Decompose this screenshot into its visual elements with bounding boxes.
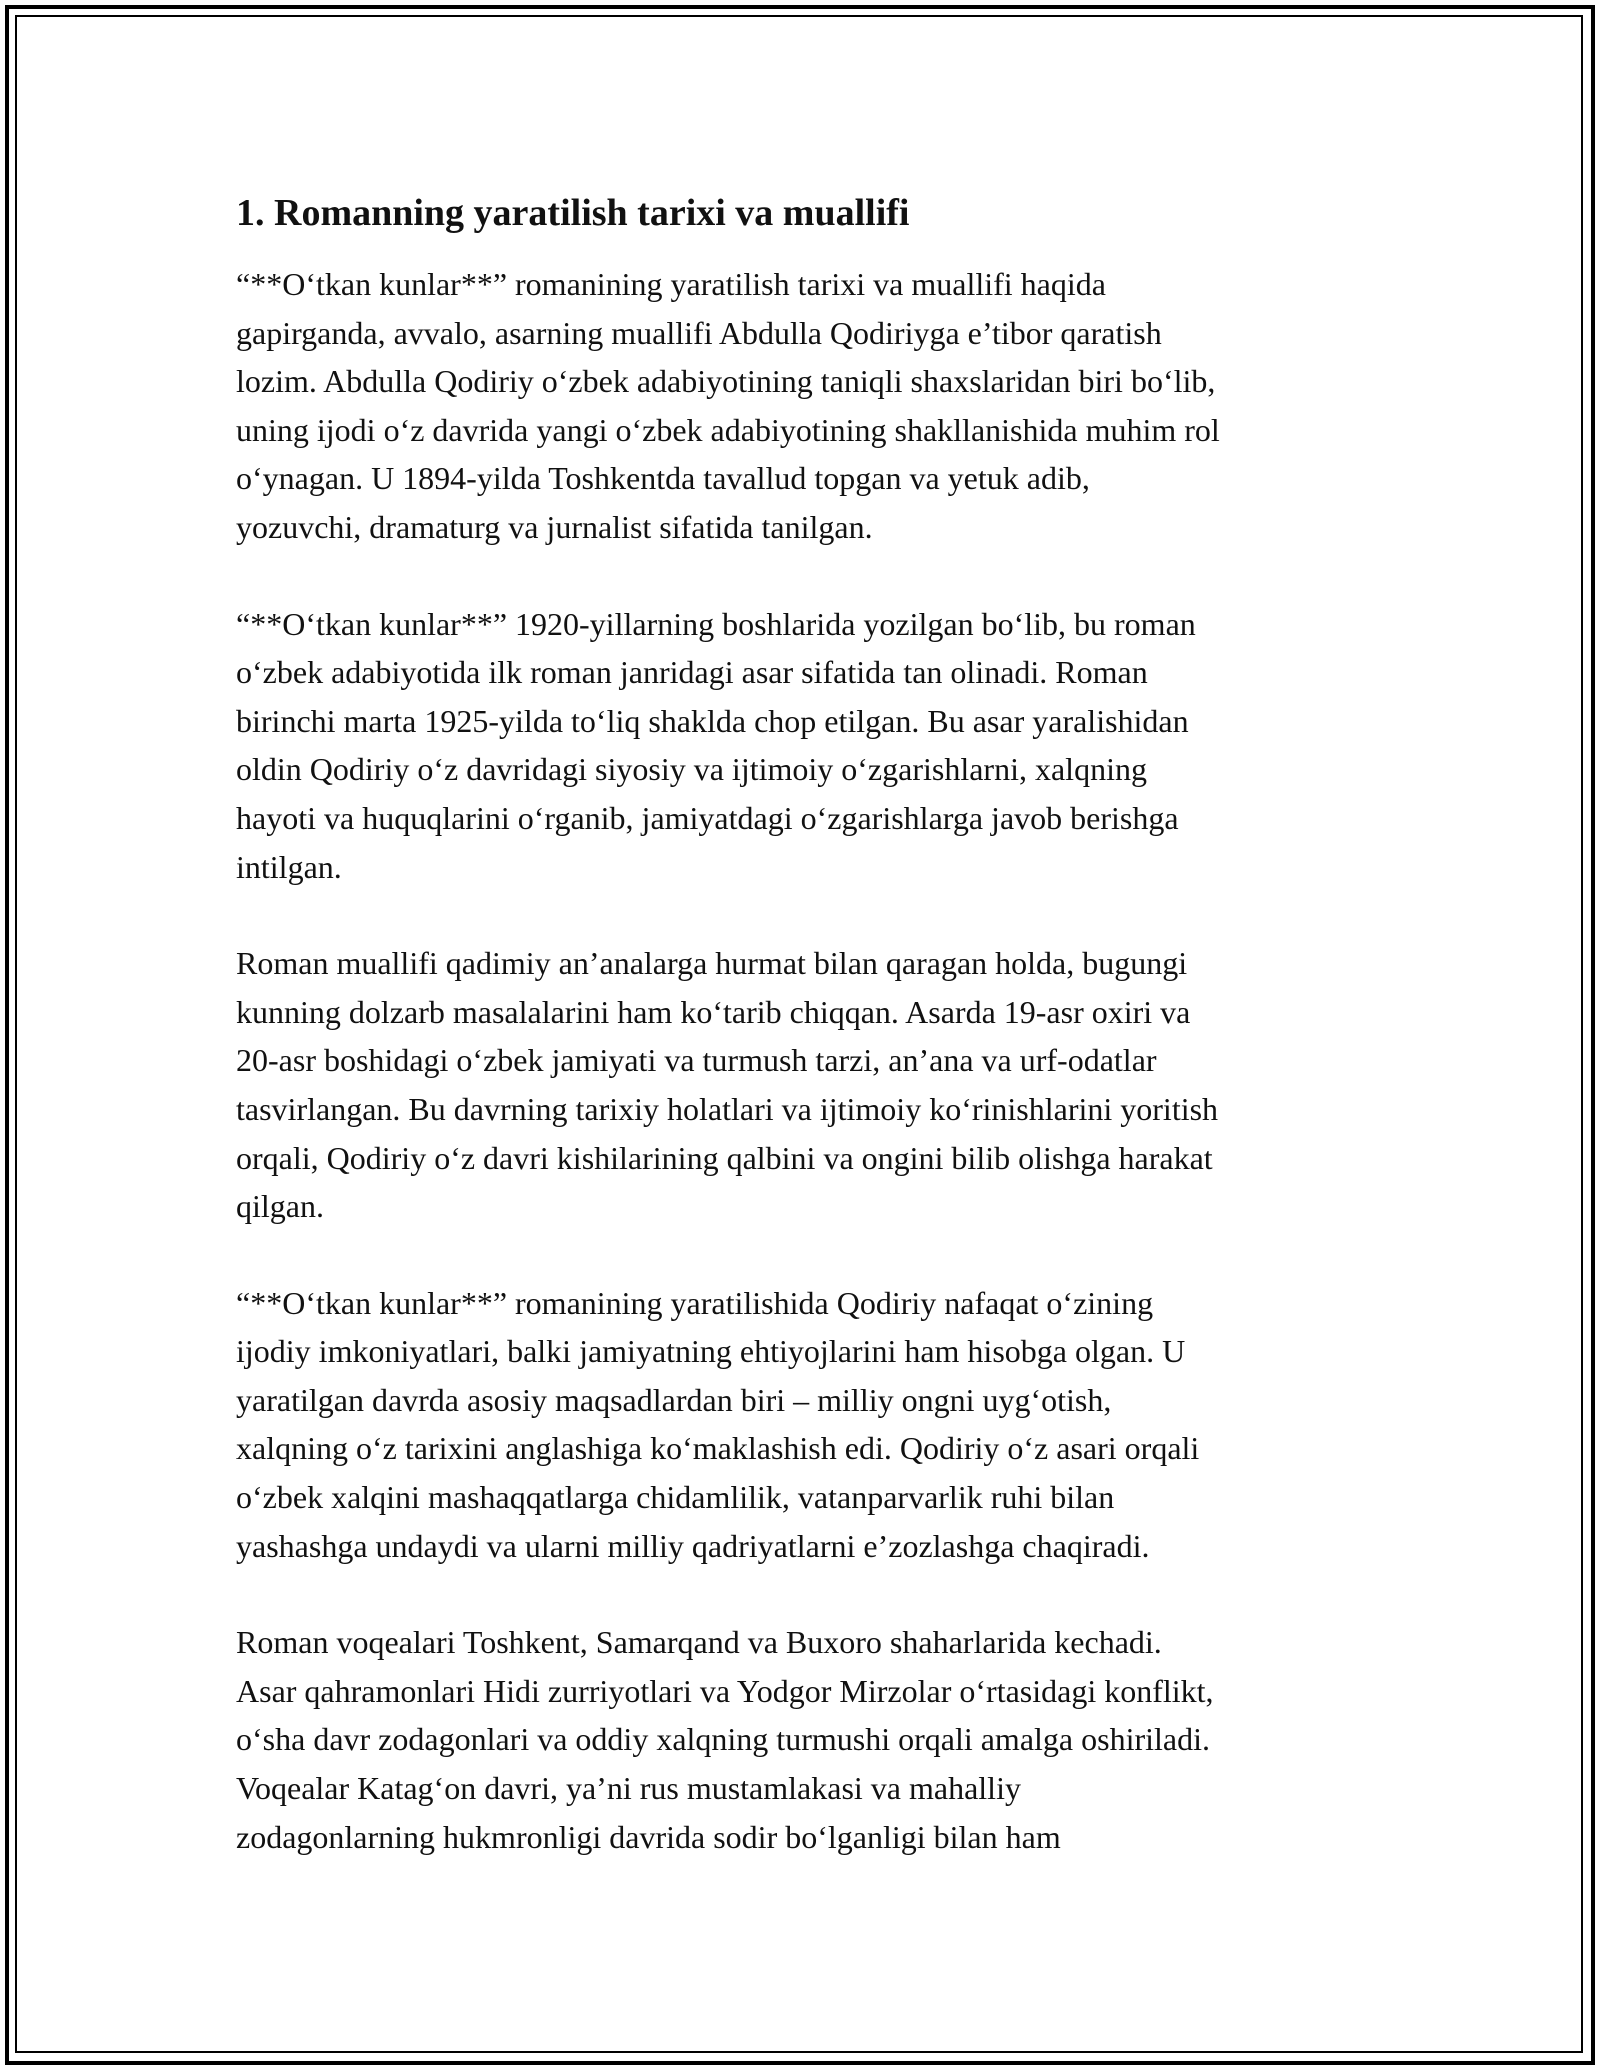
paragraph-line: intilgan. bbox=[236, 848, 342, 885]
paragraph-line: uning ijodi o‘z davrida yangi o‘zbek adabiyotining shakllanishida muhim rol bbox=[236, 411, 1220, 448]
paragraph-line: “**O‘tkan kunlar**” 1920-yillarning boshlarida yozilgan bo‘lib, bu roman bbox=[236, 605, 1196, 642]
paragraph-line: “**O‘tkan kunlar**” romanining yaratilish tarixi va muallifi haqida bbox=[236, 266, 1106, 302]
paragraph-3 bbox=[236, 939, 1364, 1231]
paragraph-line: birinchi marta 1925-yilda to‘liq shaklda chop etilgan. Bu asar yaralishidan bbox=[236, 702, 1189, 739]
paragraph-line: hayoti va huquqlarini o‘rganib, jamiyatdagi o‘zgarishlarga javob berishga bbox=[236, 799, 1179, 836]
paragraph-line: tasvirlangan. Bu davrning tarixiy holatlari va ijtimoiy ko‘rinishlarini yoritish bbox=[236, 1090, 1219, 1127]
paragraph-line: o‘zbek adabiyotida ilk roman janridagi asar sifatida tan olinadi. Roman bbox=[236, 654, 1148, 691]
paragraph-line: oldin Qodiriy o‘z davridagi siyosiy va ijtimoiy o‘zgarishlarni, xalqning bbox=[236, 751, 1147, 788]
paragraph-line: orqali, Qodiriy o‘z davri kishilarining qalbini va ongini bilib olishga harakat bbox=[236, 1139, 1213, 1176]
paragraph-line: kunning dolzarb masalalarini ham ko‘tarib chiqqan. Asarda 19-asr oxiri va bbox=[236, 993, 1191, 1030]
paragraph-line: lozim. Abdulla Qodiriy o‘zbek adabiyotining taniqli shaxslaridan biri bo‘lib, bbox=[236, 363, 1216, 400]
paragraph-line: yashashga undaydi va ularni milliy qadriyatlarni e’zozlashga chaqiradi. bbox=[236, 1527, 1150, 1564]
paragraph-line: yozuvchi, dramaturg va jurnalist sifatida tanilgan. bbox=[236, 508, 873, 545]
paragraph-4 bbox=[236, 1279, 1364, 1571]
paragraph-line: Voqealar Katag‘on davri, ya’ni rus mustamlakasi va mahalliy bbox=[236, 1770, 1021, 1807]
section-heading: 1. Romanning yaratilish tarixi va muallifi bbox=[236, 192, 910, 234]
paragraph-line: Asar qahramonlari Hidi zurriyotlari va Yodgor Mirzolar o‘rtasidagi konflikt, bbox=[236, 1672, 1214, 1709]
paragraph-1 bbox=[236, 260, 1364, 552]
paragraph-line: ijodiy imkoniyatlari, balki jamiyatning ehtiyojlarini ham hisobga olgan. U bbox=[236, 1333, 1186, 1370]
paragraph-2 bbox=[236, 600, 1364, 892]
paragraph-line: o‘zbek xalqini mashaqqatlarga chidamlilik, vatanparvarlik ruhi bilan bbox=[236, 1479, 1115, 1516]
paragraph-line: “**O‘tkan kunlar**” romanining yaratilishida Qodiriy nafaqat o‘zining bbox=[236, 1284, 1154, 1321]
document-body bbox=[236, 188, 1364, 1909]
paragraph-line: yaratilgan davrda asosiy maqsadlardan biri – milliy ongni uyg‘otish, bbox=[236, 1381, 1112, 1418]
paragraph-line: xalqning o‘z tarixini anglashiga ko‘maklashish edi. Qodiriy o‘z asari orqali bbox=[236, 1430, 1200, 1467]
paragraph-line: gapirganda, avvalo, asarning muallifi Abdulla Qodiriyga e’tibor qaratish bbox=[236, 314, 1162, 351]
paragraph-line: Roman muallifi qadimiy an’analarga hurmat bilan qaragan holda, bugungi bbox=[236, 945, 1188, 982]
paragraph-line: qilgan. bbox=[236, 1188, 324, 1225]
paragraph-line: 20-asr boshidagi o‘zbek jamiyati va turmush tarzi, an’ana va urf-odatlar bbox=[236, 1042, 1157, 1079]
paragraph-line: o‘sha davr zodagonlari va oddiy xalqning turmushi orqali amalga oshiriladi. bbox=[236, 1721, 1210, 1758]
paragraph-5 bbox=[236, 1618, 1364, 1861]
paragraph-line: zodagonlarning hukmronligi davrida sodir bo‘lganligi bilan ham bbox=[236, 1818, 1061, 1855]
paragraph-line: Roman voqealari Toshkent, Samarqand va Buxoro shaharlarida kechadi. bbox=[236, 1624, 1162, 1661]
paragraph-line: o‘ynagan. U 1894-yilda Toshkentda tavallud topgan va yetuk adib, bbox=[236, 460, 1090, 497]
